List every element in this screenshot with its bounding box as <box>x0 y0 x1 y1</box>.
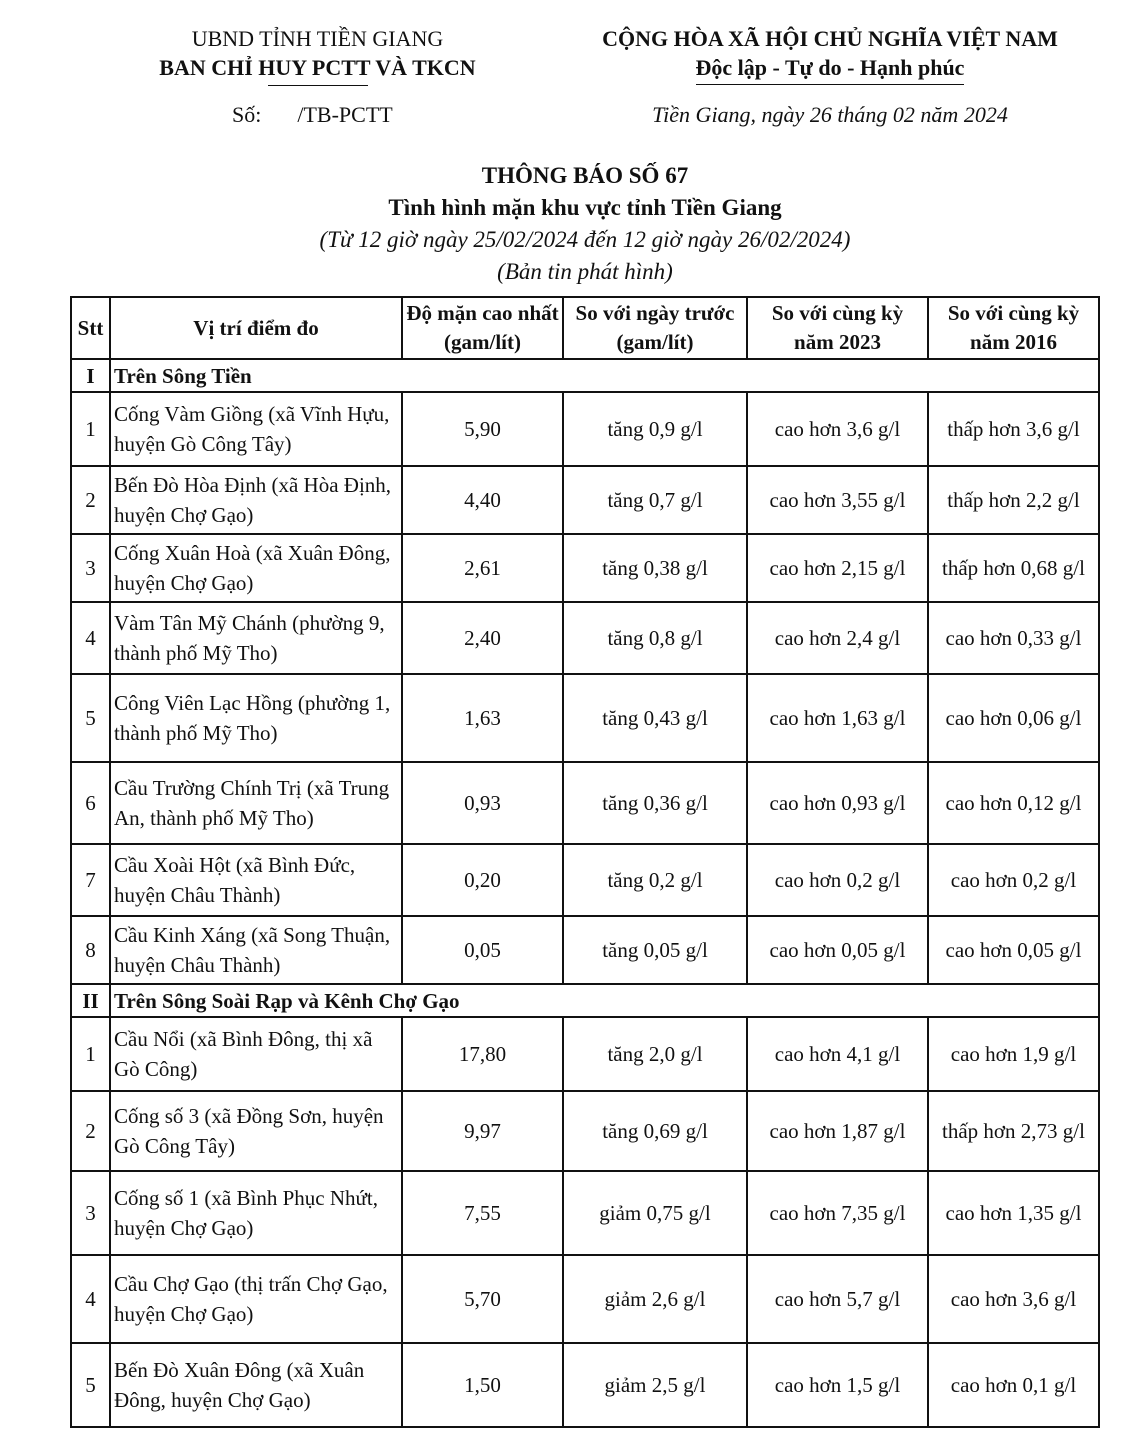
cell-stt: 1 <box>71 1017 110 1091</box>
cell-vs-2023: cao hơn 1,63 g/l <box>747 674 928 762</box>
section-name: Trên Sông Soài Rạp và Kênh Chợ Gạo <box>110 984 1099 1017</box>
table-row <box>71 392 1099 466</box>
table-row <box>71 1091 1099 1171</box>
cell-max-salinity: 0,20 <box>402 844 563 916</box>
national-motto <box>560 24 1100 85</box>
title-line-4: (Bản tin phát hình) <box>497 259 673 284</box>
table-row <box>71 1255 1099 1343</box>
cell-vs-previous-day: tăng 0,36 g/l <box>563 762 747 844</box>
cell-max-salinity: 7,55 <box>402 1171 563 1255</box>
salinity-table <box>70 296 1100 1428</box>
cell-vs-previous-day: tăng 0,8 g/l <box>563 602 747 674</box>
table-row <box>71 466 1099 534</box>
cell-vs-2016: thấp hơn 0,68 g/l <box>928 534 1099 602</box>
title-line-3: (Từ 12 giờ ngày 25/02/2024 đến 12 giờ ngày 26/02/2024) <box>319 227 851 252</box>
table-row <box>71 916 1099 984</box>
nation-name: CỘNG HÒA XÃ HỘI CHỦ NGHĨA VIỆT NAM <box>602 26 1058 51</box>
title-line-1: THÔNG BÁO SỐ 67 <box>481 163 689 188</box>
cell-vs-previous-day: tăng 0,7 g/l <box>563 466 747 534</box>
cell-vs-2016: cao hơn 0,12 g/l <box>928 762 1099 844</box>
cell-stt: 4 <box>71 602 110 674</box>
cell-max-salinity: 5,90 <box>402 392 563 466</box>
cell-vs-2023: cao hơn 7,35 g/l <box>747 1171 928 1255</box>
cell-vs-previous-day: tăng 2,0 g/l <box>563 1017 747 1091</box>
table-row <box>71 1343 1099 1427</box>
cell-location: Vàm Tân Mỹ Chánh (phường 9, thành phố Mỹ Tho) <box>110 602 402 674</box>
cell-location: Cống số 1 (xã Bình Phục Nhứt, huyện Chợ Gạo) <box>110 1171 402 1255</box>
cell-stt: 4 <box>71 1255 110 1343</box>
table-header-row <box>71 297 1099 359</box>
cell-vs-2023: cao hơn 0,05 g/l <box>747 916 928 984</box>
cell-location: Cầu Nổi (xã Bình Đông, thị xã Gò Công) <box>110 1017 402 1091</box>
cell-vs-2016: cao hơn 1,35 g/l <box>928 1171 1099 1255</box>
cell-max-salinity: 2,40 <box>402 602 563 674</box>
table-row <box>71 762 1099 844</box>
section-row <box>71 984 1099 1017</box>
cell-stt: 2 <box>71 466 110 534</box>
cell-stt: 2 <box>71 1091 110 1171</box>
col-header-max-salinity: Độ mặn cao nhất (gam/lít) <box>402 297 563 359</box>
section-name: Trên Sông Tiền <box>110 359 1099 392</box>
cell-vs-2016: thấp hơn 3,6 g/l <box>928 392 1099 466</box>
cell-stt: 5 <box>71 1343 110 1427</box>
cell-vs-previous-day: tăng 0,2 g/l <box>563 844 747 916</box>
title-line-2: Tình hình mặn khu vực tỉnh Tiền Giang <box>388 195 782 220</box>
agency-underline <box>268 85 368 86</box>
table-row <box>71 602 1099 674</box>
section-id: I <box>71 359 110 392</box>
cell-vs-2023: cao hơn 1,87 g/l <box>747 1091 928 1171</box>
table-row <box>71 1171 1099 1255</box>
motto: Độc lập - Tự do - Hạnh phúc <box>696 53 965 85</box>
col-header-stt: Stt <box>71 297 110 359</box>
col-header-vs-2016: So với cùng kỳ năm 2016 <box>928 297 1099 359</box>
cell-max-salinity: 5,70 <box>402 1255 563 1343</box>
cell-vs-previous-day: giảm 2,5 g/l <box>563 1343 747 1427</box>
cell-vs-2016: cao hơn 0,2 g/l <box>928 844 1099 916</box>
section-id: II <box>71 984 110 1017</box>
col-header-vs-previous-day: So với ngày trước (gam/lít) <box>563 297 747 359</box>
cell-location: Cống số 3 (xã Đồng Sơn, huyện Gò Công Tây) <box>110 1091 402 1171</box>
document-header <box>0 0 1133 140</box>
cell-vs-2023: cao hơn 5,7 g/l <box>747 1255 928 1343</box>
cell-vs-2023: cao hơn 3,55 g/l <box>747 466 928 534</box>
cell-location: Cống Xuân Hoà (xã Xuân Đông, huyện Chợ Gạo) <box>110 534 402 602</box>
cell-vs-previous-day: giảm 0,75 g/l <box>563 1171 747 1255</box>
agency-line-2: BAN CHỈ HUY PCTT VÀ TKCN <box>159 55 476 80</box>
cell-vs-previous-day: tăng 0,69 g/l <box>563 1091 747 1171</box>
table-row <box>71 674 1099 762</box>
col-header-location: Vị trí điểm đo <box>110 297 402 359</box>
cell-vs-previous-day: tăng 0,43 g/l <box>563 674 747 762</box>
cell-max-salinity: 1,50 <box>402 1343 563 1427</box>
cell-vs-2016: cao hơn 0,33 g/l <box>928 602 1099 674</box>
cell-vs-2016: thấp hơn 2,2 g/l <box>928 466 1099 534</box>
cell-vs-previous-day: tăng 0,05 g/l <box>563 916 747 984</box>
cell-vs-2016: cao hơn 3,6 g/l <box>928 1255 1099 1343</box>
table-row <box>71 1017 1099 1091</box>
cell-vs-2023: cao hơn 2,15 g/l <box>747 534 928 602</box>
cell-stt: 6 <box>71 762 110 844</box>
cell-vs-2023: cao hơn 1,5 g/l <box>747 1343 928 1427</box>
cell-max-salinity: 2,61 <box>402 534 563 602</box>
document-title <box>0 160 1133 288</box>
table-row <box>71 844 1099 916</box>
cell-stt: 3 <box>71 1171 110 1255</box>
number-label: Số: <box>232 102 262 127</box>
cell-stt: 8 <box>71 916 110 984</box>
cell-vs-2023: cao hơn 4,1 g/l <box>747 1017 928 1091</box>
cell-max-salinity: 0,93 <box>402 762 563 844</box>
cell-vs-previous-day: giảm 2,6 g/l <box>563 1255 747 1343</box>
cell-vs-2016: cao hơn 1,9 g/l <box>928 1017 1099 1091</box>
cell-vs-2016: cao hơn 0,1 g/l <box>928 1343 1099 1427</box>
cell-vs-2016: cao hơn 0,06 g/l <box>928 674 1099 762</box>
cell-location: Cầu Kinh Xáng (xã Song Thuận, huyện Châu Thành) <box>110 916 402 984</box>
agency-line-1: UBND TỈNH TIỀN GIANG <box>191 26 444 51</box>
cell-vs-2016: thấp hơn 2,73 g/l <box>928 1091 1099 1171</box>
cell-max-salinity: 1,63 <box>402 674 563 762</box>
cell-location: Cầu Xoài Hột (xã Bình Đức, huyện Châu Thành) <box>110 844 402 916</box>
cell-location: Bến Đò Xuân Đông (xã Xuân Đông, huyện Chợ Gạo) <box>110 1343 402 1427</box>
cell-max-salinity: 4,40 <box>402 466 563 534</box>
cell-stt: 3 <box>71 534 110 602</box>
cell-location: Cầu Trường Chính Trị (xã Trung An, thành phố Mỹ Tho) <box>110 762 402 844</box>
cell-vs-2023: cao hơn 2,4 g/l <box>747 602 928 674</box>
cell-max-salinity: 0,05 <box>402 916 563 984</box>
cell-location: Cống Vàm Giồng (xã Vĩnh Hựu, huyện Gò Công Tây) <box>110 392 402 466</box>
cell-vs-previous-day: tăng 0,38 g/l <box>563 534 747 602</box>
cell-vs-previous-day: tăng 0,9 g/l <box>563 392 747 466</box>
cell-location: Cầu Chợ Gạo (thị trấn Chợ Gạo, huyện Chợ Gạo) <box>110 1255 402 1343</box>
document-number <box>232 102 393 128</box>
cell-vs-2016: cao hơn 0,05 g/l <box>928 916 1099 984</box>
cell-max-salinity: 17,80 <box>402 1017 563 1091</box>
cell-stt: 7 <box>71 844 110 916</box>
cell-max-salinity: 9,97 <box>402 1091 563 1171</box>
number-suffix: /TB-PCTT <box>297 102 393 127</box>
cell-stt: 5 <box>71 674 110 762</box>
cell-vs-2023: cao hơn 0,2 g/l <box>747 844 928 916</box>
cell-location: Công Viên Lạc Hồng (phường 1, thành phố Mỹ Tho) <box>110 674 402 762</box>
cell-vs-2023: cao hơn 3,6 g/l <box>747 392 928 466</box>
cell-stt: 1 <box>71 392 110 466</box>
issuing-agency <box>120 24 515 82</box>
col-header-vs-2023: So với cùng kỳ năm 2023 <box>747 297 928 359</box>
table-row <box>71 534 1099 602</box>
table-body <box>71 359 1099 1427</box>
cell-vs-2023: cao hơn 0,93 g/l <box>747 762 928 844</box>
issue-date: Tiền Giang, ngày 26 tháng 02 năm 2024 <box>652 102 1008 127</box>
cell-location: Bến Đò Hòa Định (xã Hòa Định, huyện Chợ Gạo) <box>110 466 402 534</box>
section-row <box>71 359 1099 392</box>
